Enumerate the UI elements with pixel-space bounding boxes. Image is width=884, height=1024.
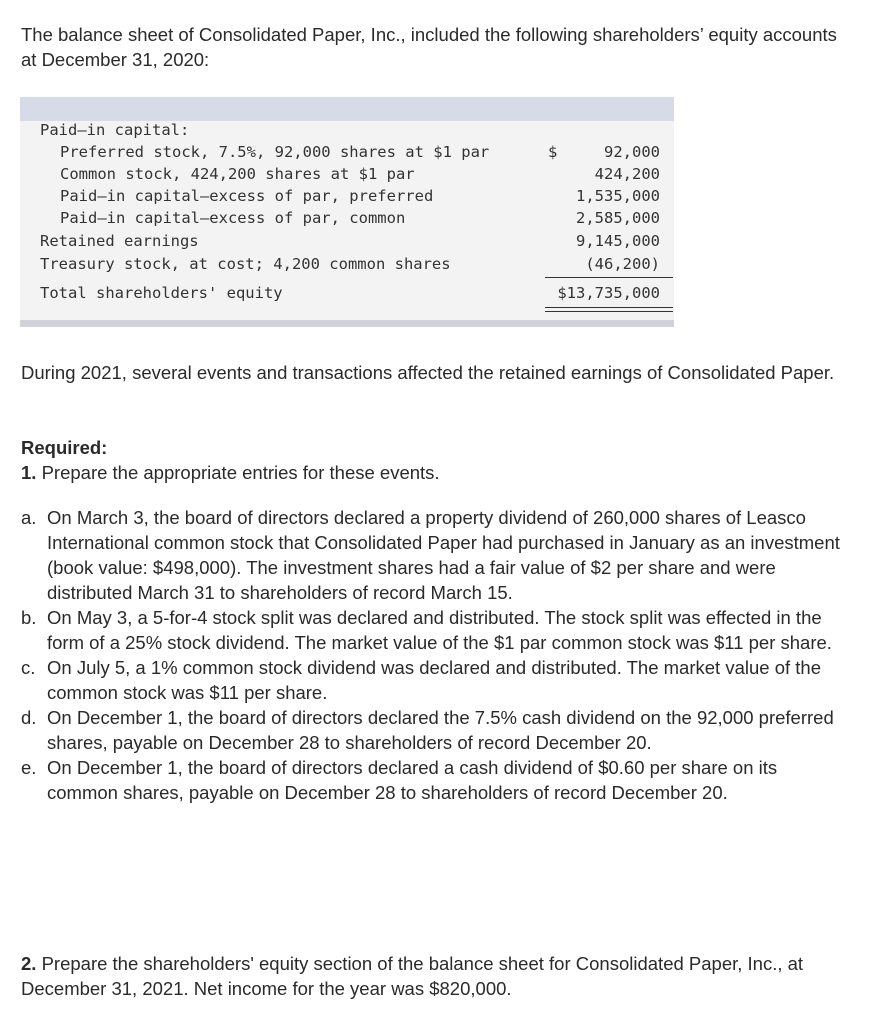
- row-label-treasury-stock: Treasury stock, at cost; 4,200 common shares: [40, 255, 451, 273]
- list-item: [21, 705, 851, 755]
- list-item-marker: a.: [21, 507, 37, 528]
- row-label-preferred-stock: Preferred stock, 7.5%, 92,000 shares at $1 par: [60, 143, 490, 161]
- section-header-paid-in-capital: Paid–in capital:: [40, 121, 190, 139]
- list-item-text: On July 5, a 1% common stock dividend was declared and distributed. The market value of the common stock was $11 per share.: [47, 657, 821, 703]
- list-item-text: On March 3, the board of directors declared a property dividend of 260,000 shares of Leasco International common stock that Consolidated Paper had purchased in January as an investment (book value: $498,000). The investment shares had a fair value of $2 per share and were distributed March 31 to shareholders of record March 15.: [47, 507, 840, 603]
- row-label-total-equity: Total shareholders' equity: [40, 284, 283, 302]
- row-amount-excess-preferred: 1,535,000: [576, 187, 660, 205]
- list-item-text: On December 1, the board of directors declared a cash dividend of $0.60 per share on its common shares, payable on December 28 to shareholders of record December 20.: [47, 757, 778, 803]
- list-item-marker: d.: [21, 707, 37, 728]
- row-amount-treasury-stock: (46,200): [585, 255, 660, 273]
- requirement-1-number: 1.: [21, 462, 37, 483]
- row-dollar-sign: $: [548, 143, 558, 161]
- list-item-marker: b.: [21, 607, 37, 628]
- requirement-2: [21, 951, 851, 1001]
- row-label-excess-common: Paid–in capital—excess of par, common: [60, 209, 406, 227]
- list-item-marker: e.: [21, 757, 37, 778]
- list-item-text: On December 1, the board of directors declared the 7.5% cash dividend on the 92,000 preferred shares, payable on December 28 to shareholders of record December 20.: [47, 707, 834, 753]
- during-paragraph: During 2021, several events and transactions affected the retained earnings of Consolidated Paper.: [21, 362, 835, 383]
- list-item: [21, 505, 851, 605]
- table-header-bar: [20, 97, 674, 121]
- list-item-text: On May 3, a 5-for-4 stock split was declared and distributed. The stock split was effected in the form of a 25% stock dividend. The market value of the $1 par common stock was $11 per share.: [47, 607, 832, 653]
- row-amount-retained-earnings: 9,145,000: [576, 232, 660, 250]
- row-amount-excess-common: 2,585,000: [576, 209, 660, 227]
- row-amount-total-equity: $13,735,000: [557, 284, 660, 302]
- balance-sheet-table: [20, 97, 674, 327]
- list-item: [21, 605, 851, 655]
- requirement-1-text: Prepare the appropriate entries for these events.: [36, 462, 440, 483]
- intro-paragraph: The balance sheet of Consolidated Paper, Inc., included the following shareholders’ equity accounts at December 31, 2020:: [21, 24, 837, 70]
- requirement-1: [21, 460, 851, 485]
- row-label-excess-preferred: Paid–in capital—excess of par, preferred: [60, 187, 434, 205]
- row-amount-common-stock: 424,200: [594, 165, 660, 183]
- table-footer-bar: [20, 320, 674, 327]
- row-label-common-stock: Common stock, 424,200 shares at $1 par: [60, 165, 415, 183]
- events-list: [21, 505, 851, 805]
- list-item: [21, 755, 851, 805]
- list-item: [21, 655, 851, 705]
- row-label-retained-earnings: Retained earnings: [40, 232, 199, 250]
- required-section: [21, 435, 851, 805]
- required-title: Required:: [21, 437, 108, 458]
- requirement-2-text: Prepare the shareholders' equity section of the balance sheet for Consolidated Paper, Inc., at December 31, 2021. Net income for the year was $820,000.: [21, 953, 804, 999]
- total-double-underline: [545, 307, 673, 312]
- requirement-2-number: 2.: [21, 953, 37, 974]
- list-item-marker: c.: [21, 657, 36, 678]
- row-amount-preferred-stock: 92,000: [604, 143, 660, 161]
- subtotal-underline: [545, 277, 673, 278]
